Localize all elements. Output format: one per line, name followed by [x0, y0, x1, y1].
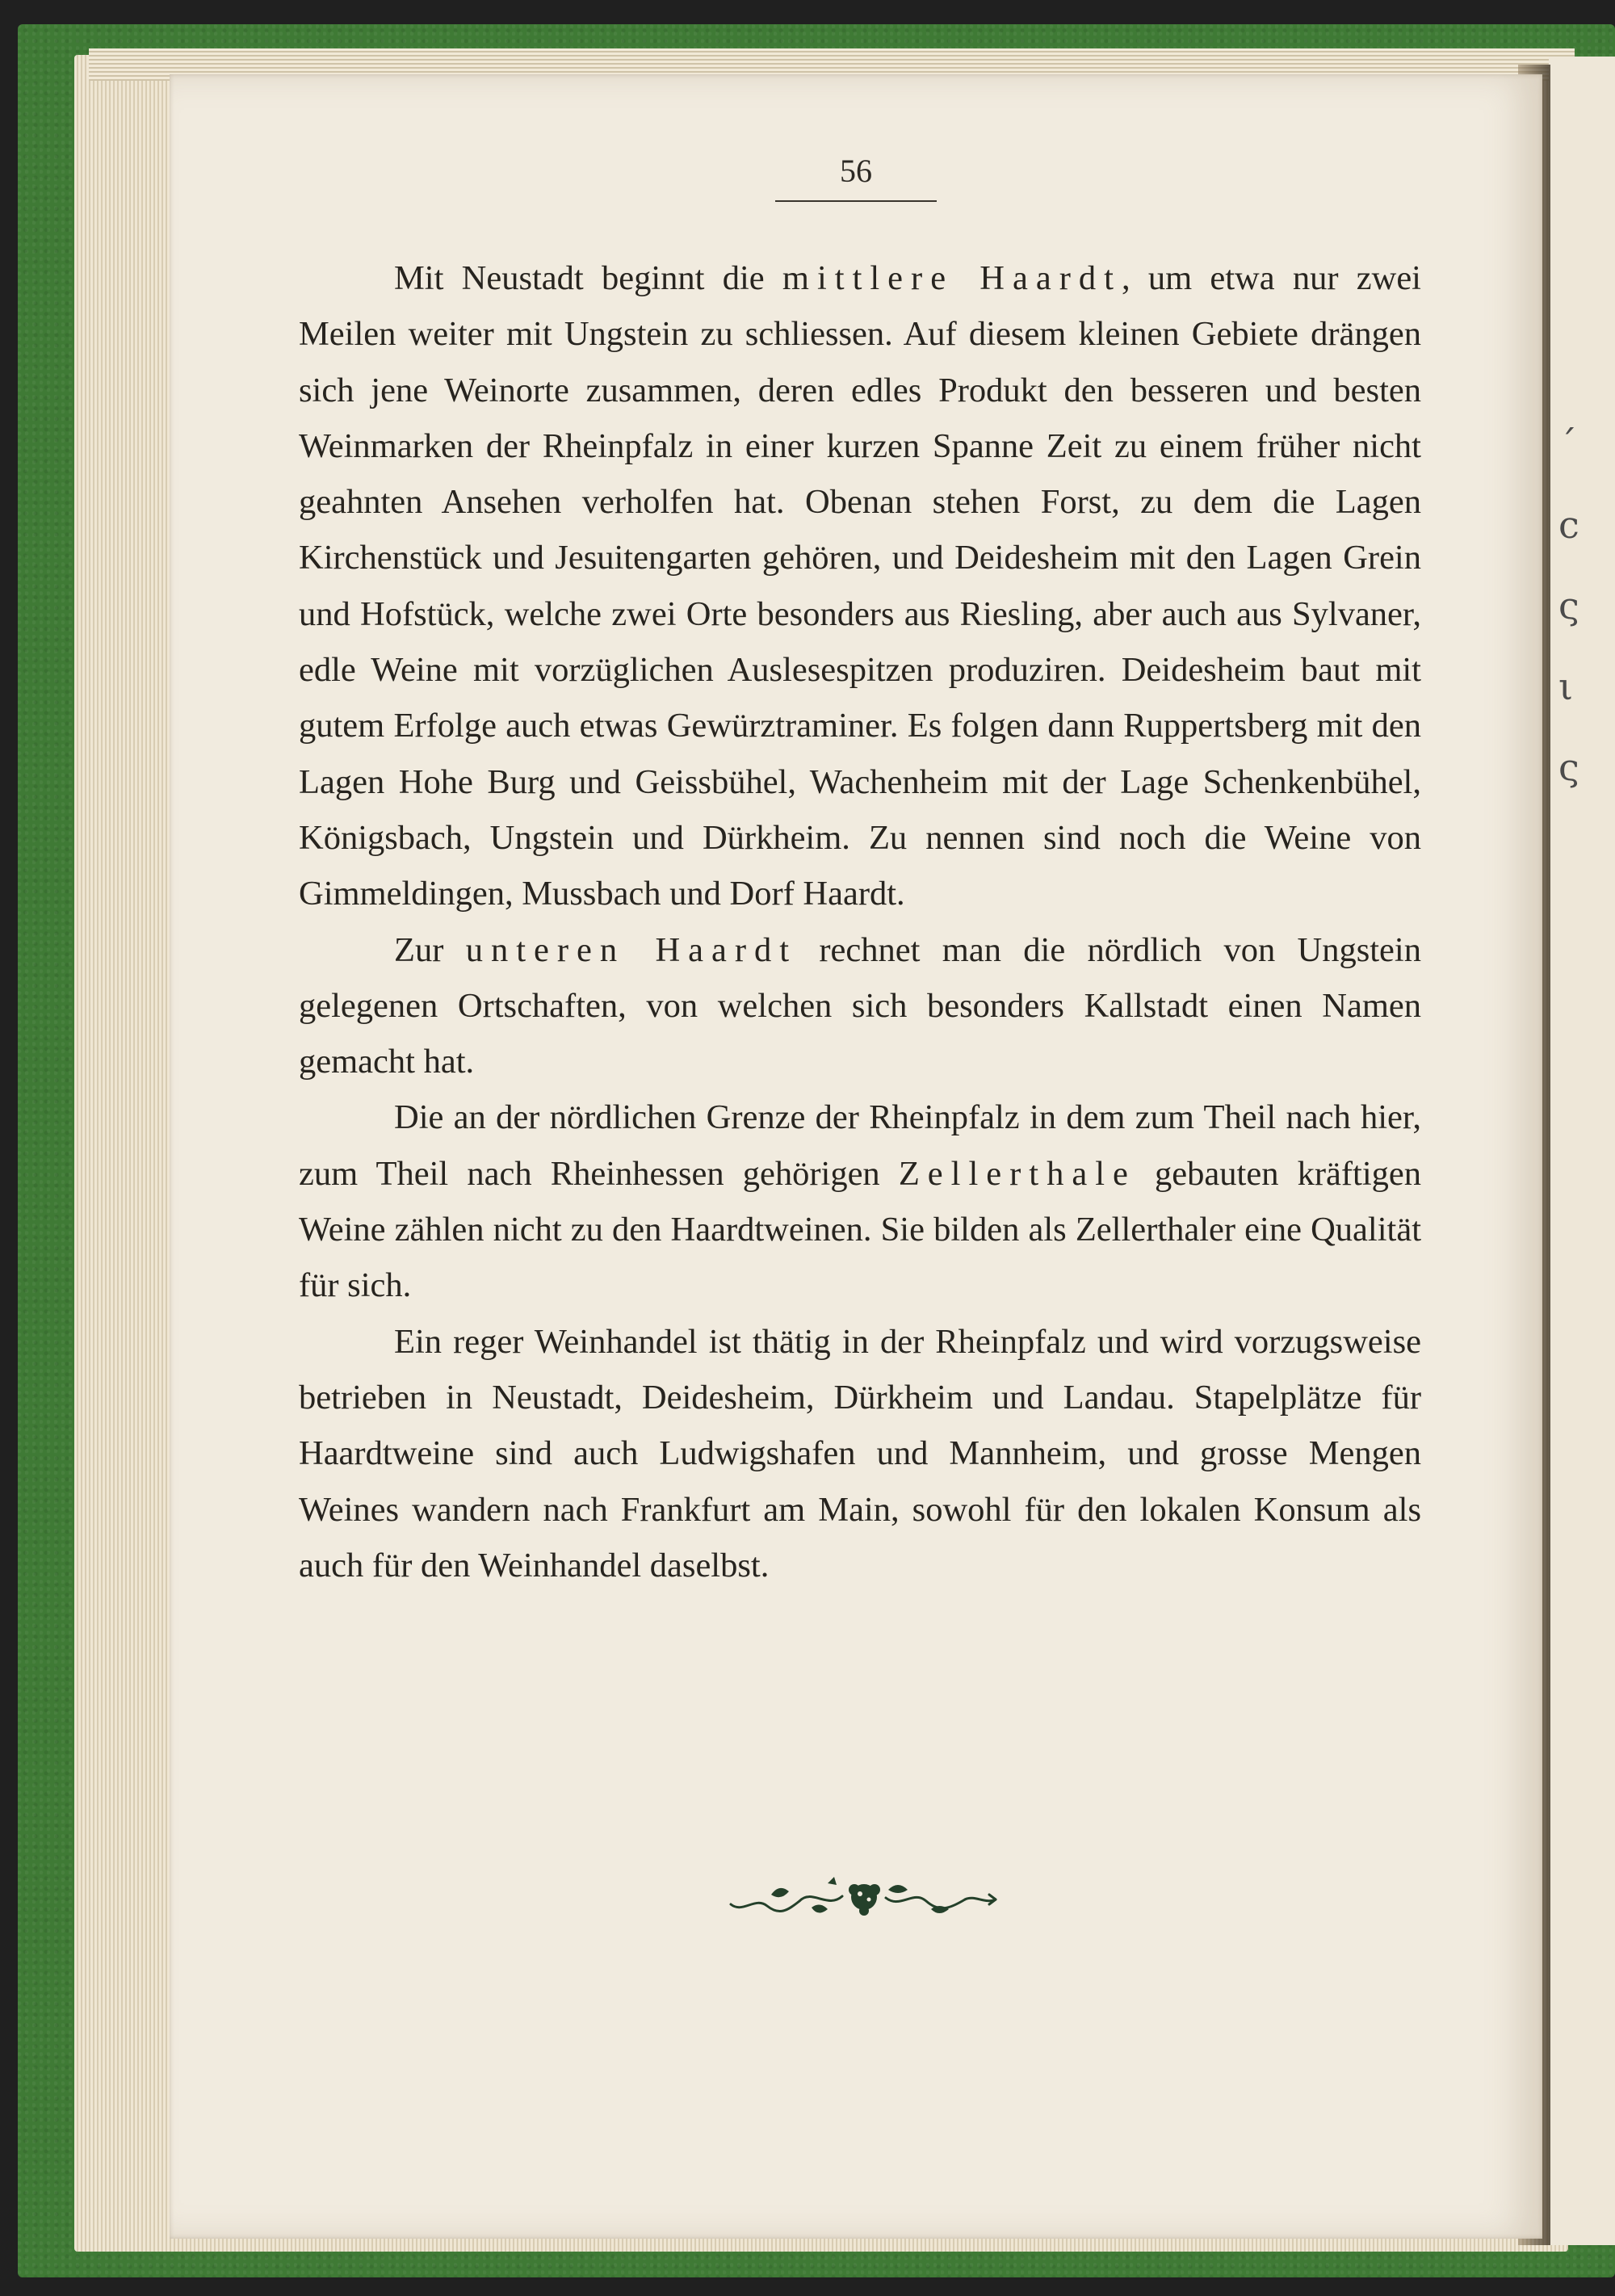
vine-ornament-icon — [723, 1872, 1005, 1922]
facing-page-glyph: ι — [1558, 665, 1574, 708]
text-run: rechnet man die nördlich von Ungstein gelegenen Ortschaften, von welchen sich besonders Kallstadt einen Namen gemacht hat. — [299, 930, 1421, 1081]
page-number-rule — [775, 200, 937, 202]
page-number: 56 — [840, 153, 872, 189]
text-run: Ein reger Weinhandel ist thätig in der Rheinpfalz und wird vorzugsweise betrieben in Neustadt, Deidesheim, Dürkheim und Landau. Stapelplätze für Haardtweine sind auch Ludwigshafen und Mannheim, und grosse Mengen Weines wandern nach Frankfurt am Main, sowohl für den lokalen Konsum als auch für den Weinhandel daselbst. — [299, 1322, 1421, 1585]
text-run: gebauten kräftigen Weine zählen nicht zu den Haardtweinen. Sie bilden als Zellerthaler eine Qualität für sich. — [299, 1154, 1422, 1305]
text-run: Die an der nördlichen Grenze der Rheinpfalz in dem zum Theil nach hier, zum Theil nach Rheinhessen gehörigen — [299, 1098, 1421, 1193]
facing-page-glyph: ´ — [1558, 422, 1577, 466]
paragraph — [299, 250, 1421, 922]
facing-page-glyph: ϲ — [1558, 503, 1579, 547]
spaced-emphasis: mittlere Haardt — [782, 259, 1122, 297]
text-run: Mit Neustadt beginnt die — [394, 259, 782, 297]
body-text — [299, 250, 1421, 1593]
paragraph — [299, 1089, 1421, 1313]
paragraph — [299, 922, 1421, 1090]
text-run: , um etwa nur zwei Meilen weiter mit Ungstein zu schliessen. Auf diesem kleinen Gebiete drängen sich jene Weinorte zusammen, deren edles Produkt den besseren und besten Weinmarken der Rheinpfalz in einer kurzen Spanne Zeit zu einem früher nicht geahnten Ansehen verholfen hat. Obenan stehen Forst, zu dem die Lagen Kirchenstück und Jesuitengarten gehören, und Deidesheim mit den Lagen Grein und Hofstück, welche zwei Orte besonders aus Riesling, aber auch aus Sylvaner, edle Weine mit vorzüglichen Auslesespitzen produziren. Deidesheim baut mit gutem Erfolge auch etwas Gewürztraminer. Es folgen dann Ruppertsberg mit den Lagen Hohe Burg und Geissbühel, Wachenheim mit der Lage Schenkenbühel, Königsbach, Ungstein und Dürkheim. Zu nennen sind noch die Weine von Gimmeldingen, Mussbach und Dorf Haardt. — [299, 259, 1421, 913]
facing-page-glyph: ς — [1558, 745, 1579, 789]
spaced-emphasis: Zellerthale — [898, 1154, 1136, 1193]
facing-page-glyph: ς — [1558, 584, 1579, 628]
paragraph — [299, 1314, 1421, 1593]
facing-page-glyphs — [1558, 404, 1607, 1777]
text-run: Zur — [394, 930, 466, 969]
spaced-emphasis: unteren Haardt — [465, 930, 798, 969]
